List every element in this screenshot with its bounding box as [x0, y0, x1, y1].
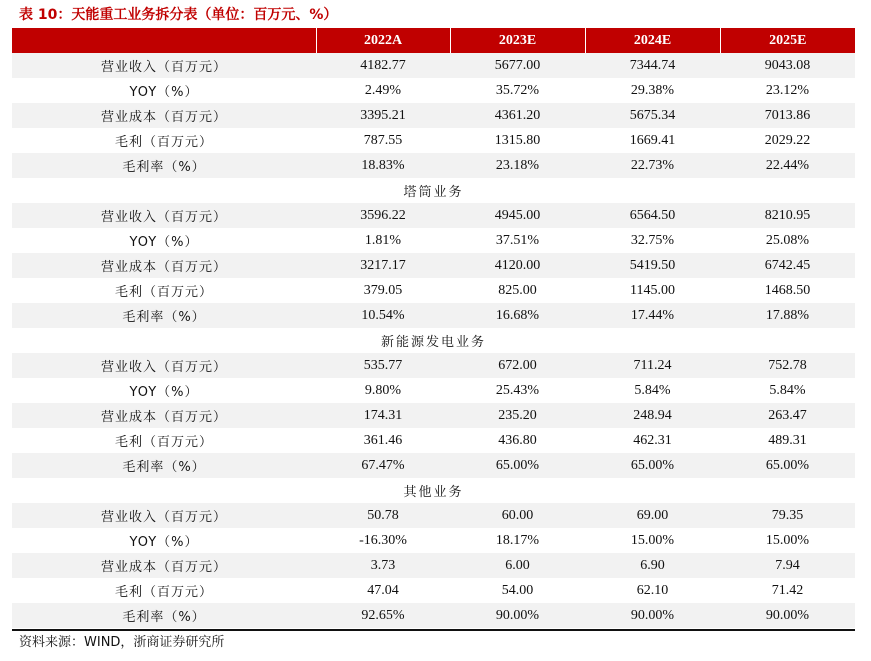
- value-cell: 7344.74: [585, 53, 720, 78]
- row-label: 毛利（百万元）: [114, 285, 213, 300]
- value-cell: 22.73%: [585, 153, 720, 178]
- value-cell: 3217.17: [316, 253, 450, 278]
- section-header-row: [12, 478, 855, 503]
- section-title: 塔筒业务: [403, 185, 464, 200]
- value-cell: 436.80: [498, 432, 537, 448]
- bottom-rule: [12, 629, 855, 631]
- value-cell: 1669.41: [629, 132, 676, 148]
- row-label: 毛利率（%）: [12, 603, 316, 628]
- value-cell: 379.05: [363, 282, 403, 298]
- row-label: 毛利（百万元）: [114, 135, 213, 150]
- value-cell: 35.72%: [495, 82, 540, 98]
- value-cell: 5.84%: [634, 382, 671, 398]
- table-row: [12, 203, 855, 228]
- row-label: 毛利率（%）: [12, 453, 316, 478]
- row-label: 毛利（百万元）: [114, 435, 213, 450]
- header-cell-label: [12, 28, 316, 53]
- value-cell: 69.00: [585, 503, 720, 528]
- value-cell: 7.94: [720, 553, 855, 578]
- value-cell: 17.88%: [720, 303, 855, 328]
- value-cell: 25.08%: [765, 232, 810, 248]
- value-cell: 50.78: [316, 503, 450, 528]
- row-label: 营业收入（百万元）: [12, 203, 316, 228]
- value-cell: 23.12%: [765, 82, 810, 98]
- table-row: [12, 253, 855, 278]
- value-cell: 67.47%: [316, 453, 450, 478]
- table-row: [12, 103, 855, 128]
- value-cell: 248.94: [585, 403, 720, 428]
- row-label: 营业成本（百万元）: [12, 253, 316, 278]
- value-cell: 79.35: [720, 503, 855, 528]
- value-cell: 10.54%: [316, 303, 450, 328]
- value-cell: 235.20: [450, 403, 585, 428]
- value-cell: 1315.80: [494, 132, 541, 148]
- value-cell: 361.46: [363, 432, 403, 448]
- value-cell: 2.49%: [364, 82, 402, 98]
- table-row: [12, 403, 855, 428]
- header-cell-2022a: 2022A: [316, 28, 450, 53]
- value-cell: 7013.86: [720, 103, 855, 128]
- business-breakdown-table: [12, 28, 855, 628]
- value-cell: 37.51%: [495, 232, 540, 248]
- table-row: [12, 353, 855, 378]
- value-cell: 65.00%: [585, 453, 720, 478]
- value-cell: 17.44%: [585, 303, 720, 328]
- value-cell: 6564.50: [585, 203, 720, 228]
- value-cell: 15.00%: [630, 532, 675, 548]
- value-cell: 3.73: [316, 553, 450, 578]
- table-body: [12, 53, 855, 628]
- value-cell: 263.47: [720, 403, 855, 428]
- header-cell-2023e: 2023E: [450, 28, 585, 53]
- table-row: [12, 53, 855, 78]
- row-label: 营业收入（百万元）: [12, 53, 316, 78]
- value-cell: 6.90: [585, 553, 720, 578]
- row-label: 营业收入（百万元）: [12, 353, 316, 378]
- value-cell: 462.31: [633, 432, 672, 448]
- source-note: 资料来源：WIND，浙商证券研究所: [19, 635, 225, 650]
- value-cell: 752.78: [720, 353, 855, 378]
- value-cell: 65.00%: [450, 453, 585, 478]
- table-row: [12, 378, 855, 403]
- value-cell: 711.24: [585, 353, 720, 378]
- value-cell: 787.55: [363, 132, 403, 148]
- value-cell: 15.00%: [765, 532, 810, 548]
- row-label: YOY（%）: [129, 535, 199, 550]
- value-cell: 23.18%: [450, 153, 585, 178]
- row-label: 营业成本（百万元）: [12, 553, 316, 578]
- value-cell: 3395.21: [316, 103, 450, 128]
- value-cell: 54.00: [501, 582, 534, 598]
- value-cell: 5.84%: [769, 382, 806, 398]
- value-cell: 65.00%: [720, 453, 855, 478]
- value-cell: 25.43%: [495, 382, 540, 398]
- table-row: [12, 153, 855, 178]
- header-cell-2024e: 2024E: [585, 28, 720, 53]
- value-cell: 22.44%: [720, 153, 855, 178]
- row-label: YOY（%）: [129, 85, 199, 100]
- value-cell: 3596.22: [316, 203, 450, 228]
- table-row: [12, 528, 855, 553]
- table-row: [12, 228, 855, 253]
- value-cell: 62.10: [636, 582, 669, 598]
- row-label: 毛利率（%）: [12, 303, 316, 328]
- value-cell: 1.81%: [364, 232, 402, 248]
- value-cell: 9.80%: [364, 382, 402, 398]
- table-title: 表 10：天能重工业务拆分表（单位：百万元、%）: [19, 7, 338, 23]
- value-cell: 4182.77: [316, 53, 450, 78]
- value-cell: 8210.95: [720, 203, 855, 228]
- table-row: [12, 578, 855, 603]
- value-cell: 489.31: [768, 432, 807, 448]
- value-cell: 672.00: [450, 353, 585, 378]
- value-cell: 32.75%: [630, 232, 675, 248]
- value-cell: 90.00%: [450, 603, 585, 628]
- section-header-row: [12, 178, 855, 203]
- value-cell: 6.00: [450, 553, 585, 578]
- table-row: [12, 553, 855, 578]
- value-cell: 1145.00: [630, 282, 675, 298]
- value-cell: 90.00%: [720, 603, 855, 628]
- row-label: YOY（%）: [129, 385, 199, 400]
- row-label: 营业收入（百万元）: [12, 503, 316, 528]
- row-label: 营业成本（百万元）: [12, 103, 316, 128]
- table-row: [12, 278, 855, 303]
- value-cell: 4120.00: [450, 253, 585, 278]
- value-cell: 6742.45: [720, 253, 855, 278]
- value-cell: 5419.50: [585, 253, 720, 278]
- value-cell: 29.38%: [630, 82, 675, 98]
- section-header-row: [12, 328, 855, 353]
- row-label: 营业成本（百万元）: [12, 403, 316, 428]
- value-cell: 174.31: [316, 403, 450, 428]
- value-cell: 535.77: [316, 353, 450, 378]
- table-row: [12, 428, 855, 453]
- table-row: [12, 78, 855, 103]
- row-label: YOY（%）: [129, 235, 199, 250]
- value-cell: 5677.00: [450, 53, 585, 78]
- section-title: 新能源发电业务: [380, 335, 486, 350]
- value-cell: 60.00: [450, 503, 585, 528]
- table-row: [12, 453, 855, 478]
- header-cell-2025e: 2025E: [720, 28, 855, 53]
- value-cell: -16.30%: [359, 532, 407, 548]
- table-row: [12, 503, 855, 528]
- value-cell: 92.65%: [316, 603, 450, 628]
- value-cell: 4945.00: [450, 203, 585, 228]
- value-cell: 4361.20: [450, 103, 585, 128]
- value-cell: 16.68%: [450, 303, 585, 328]
- section-title: 其他业务: [403, 485, 464, 500]
- row-label: 毛利（百万元）: [114, 585, 213, 600]
- value-cell: 2029.22: [764, 132, 811, 148]
- value-cell: 90.00%: [585, 603, 720, 628]
- value-cell: 18.83%: [316, 153, 450, 178]
- value-cell: 47.04: [367, 582, 399, 598]
- value-cell: 9043.08: [720, 53, 855, 78]
- header-row: [12, 28, 855, 53]
- value-cell: 1468.50: [764, 282, 811, 298]
- value-cell: 5675.34: [585, 103, 720, 128]
- value-cell: 18.17%: [495, 532, 540, 548]
- value-cell: 71.42: [771, 582, 804, 598]
- row-label: 毛利率（%）: [12, 153, 316, 178]
- table-row: [12, 128, 855, 153]
- table-row: [12, 303, 855, 328]
- value-cell: 825.00: [498, 282, 537, 298]
- table-row: [12, 603, 855, 628]
